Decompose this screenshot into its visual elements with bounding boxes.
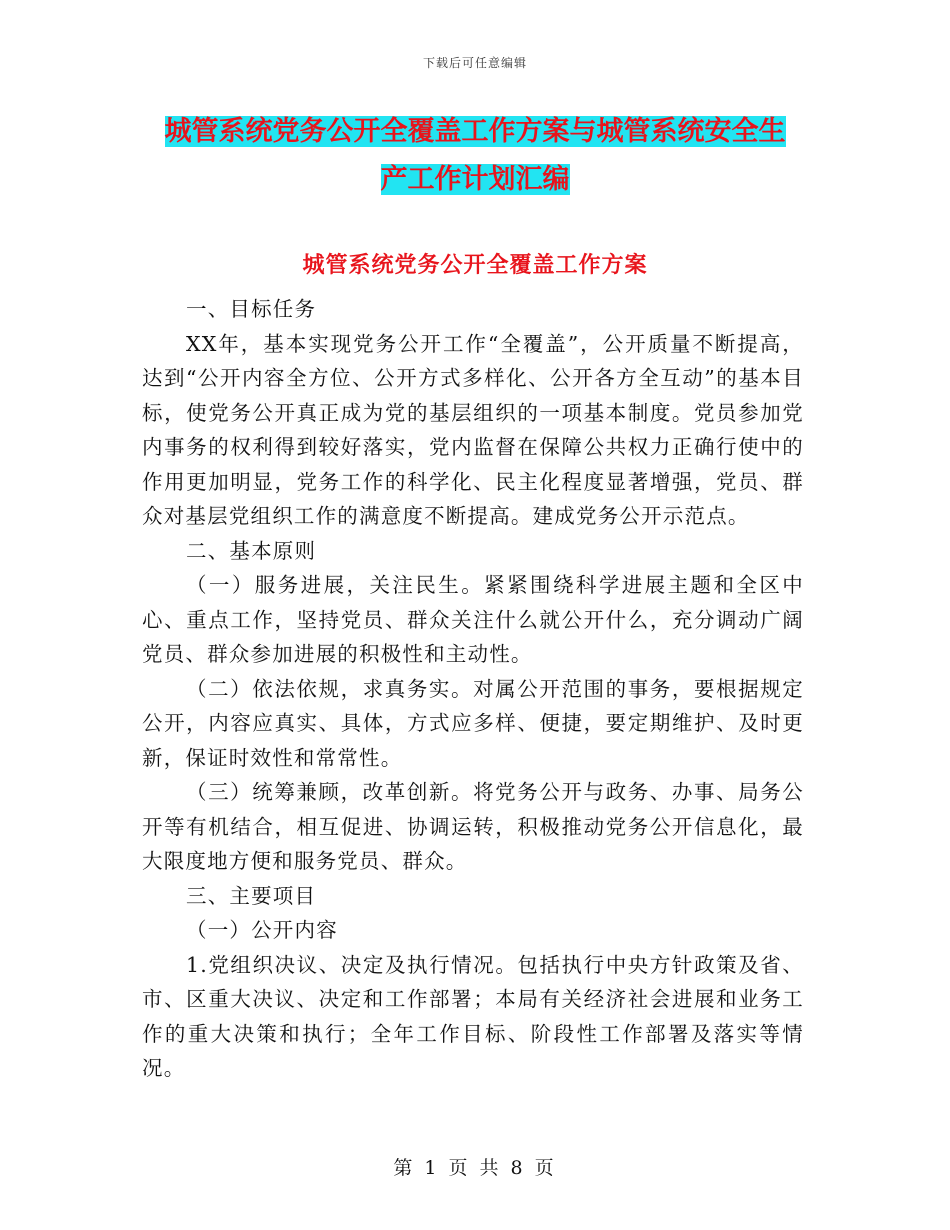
heading-main-projects: 三、主要项目 bbox=[186, 883, 317, 908]
section-title: 城管系统党务公开全覆盖工作方案 bbox=[302, 252, 648, 278]
document-title-line1: 城管系统党务公开全覆盖工作方案与城管系统安全生 bbox=[164, 116, 786, 147]
document-body bbox=[142, 292, 804, 1086]
heading-target-tasks: 一、目标任务 bbox=[186, 297, 317, 321]
header-note: 下载后可任意编辑 bbox=[422, 56, 527, 70]
paragraph-principle-1: （一）服务进展，关注民生。紧紧围绕科学进展主题和全区中心、重点工作，坚持党员、群众关注什么就公开什么，充分调动广阔党员、群众参加进展的积极性和主动性。 bbox=[142, 573, 804, 666]
heading-basic-principles: 二、基本原则 bbox=[186, 538, 317, 563]
document-title bbox=[140, 108, 810, 204]
paragraph-principle-3: （三）统筹兼顾，改革创新。将党务公开与政务、办事、局务公开等有机结合，相互促进、协调运转，积极推动党务公开信息化，最大限度地方便和服务党员、群众。 bbox=[142, 780, 804, 873]
page-number: 第 1 页 共 8 页 bbox=[393, 1157, 557, 1179]
document-title-line2: 产工作计划汇编 bbox=[380, 164, 570, 195]
subheading-public-content: （一）公开内容 bbox=[186, 918, 338, 942]
paragraph-item-1: 1.党组织决议、决定及执行情况。包括执行中央方针政策及省、市、区重大决议、决定和工作部署；本局有关经济社会进展和业务工作的重大决策和执行；全年工作目标、阶段性工作部署及落实等情况。 bbox=[142, 952, 804, 1080]
paragraph-target-tasks: XX年，基本实现党务公开工作“全覆盖”，公开质量不断提高，达到“公开内容全方位、公开方式多样化、公开各方全互动”的基本目标，使党务公开真正成为党的基层组织的一项基本制度。党员参加党内事务的权利得到较好落实，党内监督在保障公共权力正确行使中的作用更加明显，党务工作的科学化、民主化程度显著增强，党员、群众对基层党组织工作的满意度不断提高。建成党务公开示范点。 bbox=[142, 331, 804, 528]
paragraph-principle-2: （二）依法依规，求真务实。对属公开范围的事务，要根据规定公开，内容应真实、具体，方式应多样、便捷，要定期维护、及时更新，保证时效性和常常性。 bbox=[142, 676, 804, 770]
